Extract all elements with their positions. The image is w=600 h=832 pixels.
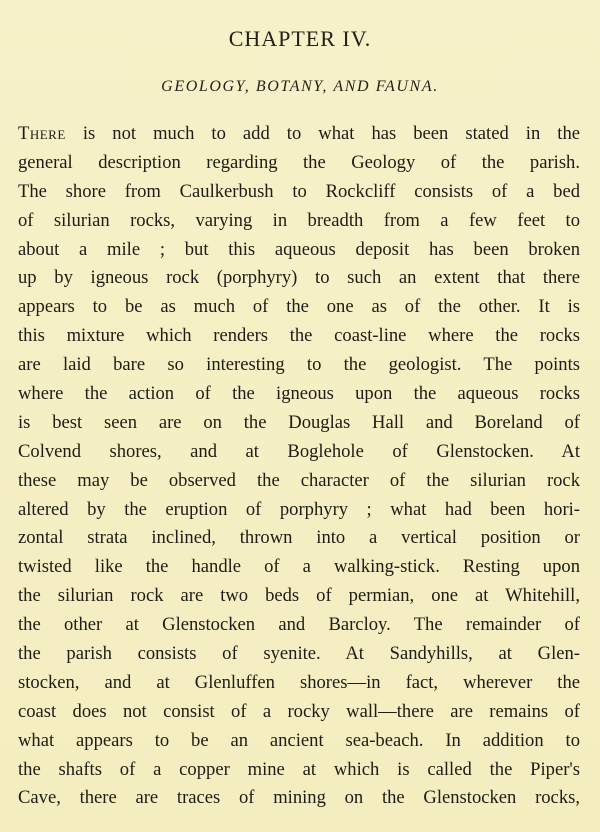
text-line: what appears to be an ancient sea-beach. In addition to	[18, 729, 580, 751]
opening-word: There	[18, 123, 66, 144]
text-line: is best seen are on the Douglas Hall and Boreland of	[18, 411, 580, 433]
text-line: these may be observed the character of the silurian rock	[18, 469, 580, 491]
text-line: twisted like the handle of a walking-stick. Resting upon	[18, 556, 580, 578]
text-line: about a mile ; but this aqueous deposit has been broken	[18, 238, 580, 260]
text-line: are laid bare so interesting to the geologist. The points	[18, 354, 580, 376]
text-line: the other at Glenstocken and Barcloy. The remainder of	[18, 614, 580, 636]
section-heading: GEOLOGY, BOTANY, AND FAUNA.	[161, 78, 439, 95]
text-line: coast does not consist of a rocky wall—there are remains of	[18, 700, 580, 722]
text-line: where the action of the igneous upon the aqueous rocks	[18, 383, 580, 405]
text-line: up by igneous rock (porphyry) to such an extent that there	[18, 267, 580, 289]
text-line: Cave, there are traces of mining on the Glenstocken rocks,	[18, 787, 580, 809]
text-line: The shore from Caulkerbush to Rockcliff consists of a bed	[18, 180, 580, 202]
text-line: Colvend shores, and at Boglehole of Glenstocken. At	[18, 440, 580, 462]
text-line: the parish consists of syenite. At Sandyhills, at Glen-	[18, 643, 580, 665]
text-line: the silurian rock are two beds of permian, one at Whitehill,	[18, 585, 580, 607]
text-line: the shafts of a copper mine at which is called the Piper's	[18, 758, 580, 780]
text-line: this mixture which renders the coast-line where the rocks	[18, 325, 580, 347]
chapter-heading: CHAPTER IV.	[228, 26, 372, 51]
text-line: of silurian rocks, varying in breadth from a few feet to	[18, 209, 580, 231]
text-line: zontal strata inclined, thrown into a vertical position or	[18, 527, 580, 549]
text-line: altered by the eruption of porphyry ; what had been hori-	[18, 498, 580, 520]
text-line	[18, 120, 580, 149]
text-line-segment: is not much to add to what has been stated in the	[65, 123, 580, 144]
text-line: stocken, and at Glenluffen shores—in fact, wherever the	[18, 671, 580, 693]
text-line: general description regarding the Geology of the parish.	[18, 151, 580, 173]
body-paragraph	[18, 120, 580, 813]
text-line: appears to be as much of the one as of the other. It is	[18, 296, 580, 318]
